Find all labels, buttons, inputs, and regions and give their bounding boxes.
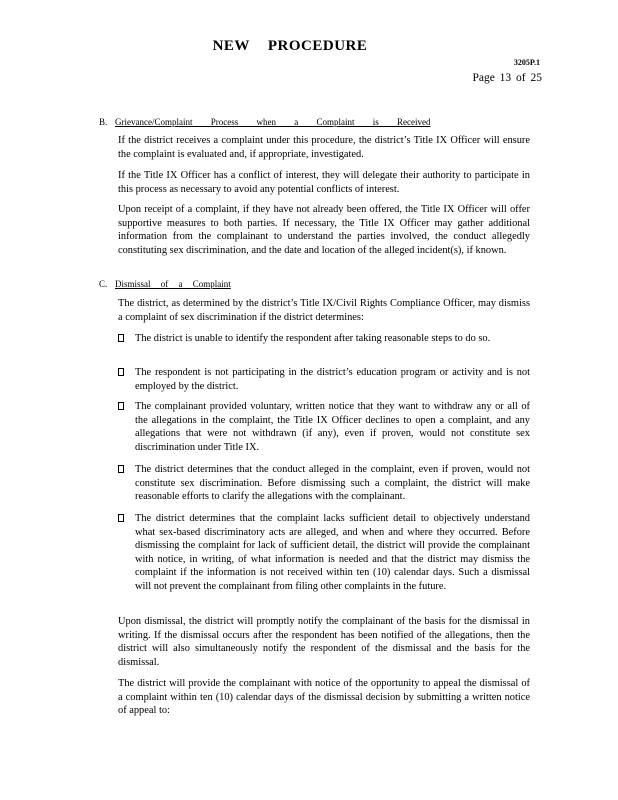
list-item [118,332,530,346]
checkbox-glyph-icon [118,334,124,342]
list-item-text: The district is unable to identify the respondent after taking reasonable steps to do so. [135,333,491,344]
page-number: Page 13 of 25 [472,72,542,84]
list-item [118,400,530,454]
paragraph: Upon dismissal, the district will promptly notify the complainant of the basis for the dismissal in writing. If the dismissal occurs after the respondent has been notified of the allegations, then the district will also simultaneously notify the respondent of the dismissal and the basis for the dismissal. [118,616,530,668]
checkbox-glyph-icon [118,368,124,376]
paragraph: If the district receives a complaint under this procedure, the district’s Title IX Officer will ensure the complaint is evaluated and, if appropriate, investigated. [118,135,530,160]
section-c-heading [99,279,231,289]
checkbox-glyph-icon [118,514,124,522]
paragraph: The district, as determined by the district’s Title IX/Civil Rights Compliance Officer, may dismiss a complaint of sex discrimination if the district determines: [118,298,530,323]
section-c-letter: C. [99,279,108,289]
page-title: NEW PROCEDURE [212,38,368,54]
paragraph: The district will provide the complainant with notice of the opportunity to appeal the dismissal of a complaint within ten (10) calendar days of the dismissal decision by submitting a written notice of appeal to: [118,678,530,716]
checkbox-glyph-icon [118,465,124,473]
list-item-text: The respondent is not participating in the district’s education program or activity and is not employed by the district. [135,367,530,392]
section-c-heading-text: Dismissal of a Complaint [115,279,231,289]
paragraph: Upon receipt of a complaint, if they have not already been offered, the Title IX Officer will offer supportive measures to both parties. If necessary, the Title IX Officer may gather additional information from the complainant to understand the parties involved, the conduct allegedly constituting sex discrimination, and the date and location of the alleged incident(s), if known. [118,204,530,256]
list-item [118,463,530,504]
section-b-heading-text: Grievance/Complaint Process when a Complaint is Received [115,117,431,127]
list-item-text: The district determines that the conduct alleged in the complaint, even if proven, would not constitute sex discrimination. Before dismissing such a complaint, the district will make reasonable efforts to clarify the allegations with the complainant. [135,464,530,502]
list-item [118,366,530,393]
section-b-letter: B. [99,117,108,127]
list-item-text: The district determines that the complaint lacks sufficient detail to objectively understand what sex-based discriminatory acts are alleged, and when and where they occurred. Before dismissing the complaint for lack of sufficient detail, the district will provide the complainant with notice, in writing, of what information is needed and that the district may dismiss the complaint if the information is not received within ten (10) calendar days. Such a dismissal will not prevent the complainant from filing other complaints in the future. [135,513,530,592]
policy-number: 3205P.1 [513,58,540,67]
checkbox-glyph-icon [118,402,124,410]
list-item [118,512,530,593]
list-item-text: The complainant provided voluntary, written notice that they want to withdraw any or all of the allegations in the complaint, the Title IX Officer declines to open a complaint, and any allegations that were not withdrawn (if any), even if proven, would not constitute sex discrimination under Title IX. [135,401,530,453]
section-b-heading [99,117,430,127]
paragraph: If the Title IX Officer has a conflict of interest, they will delegate their authority to participate in this process as necessary to avoid any potential conflicts of interest. [118,170,530,195]
